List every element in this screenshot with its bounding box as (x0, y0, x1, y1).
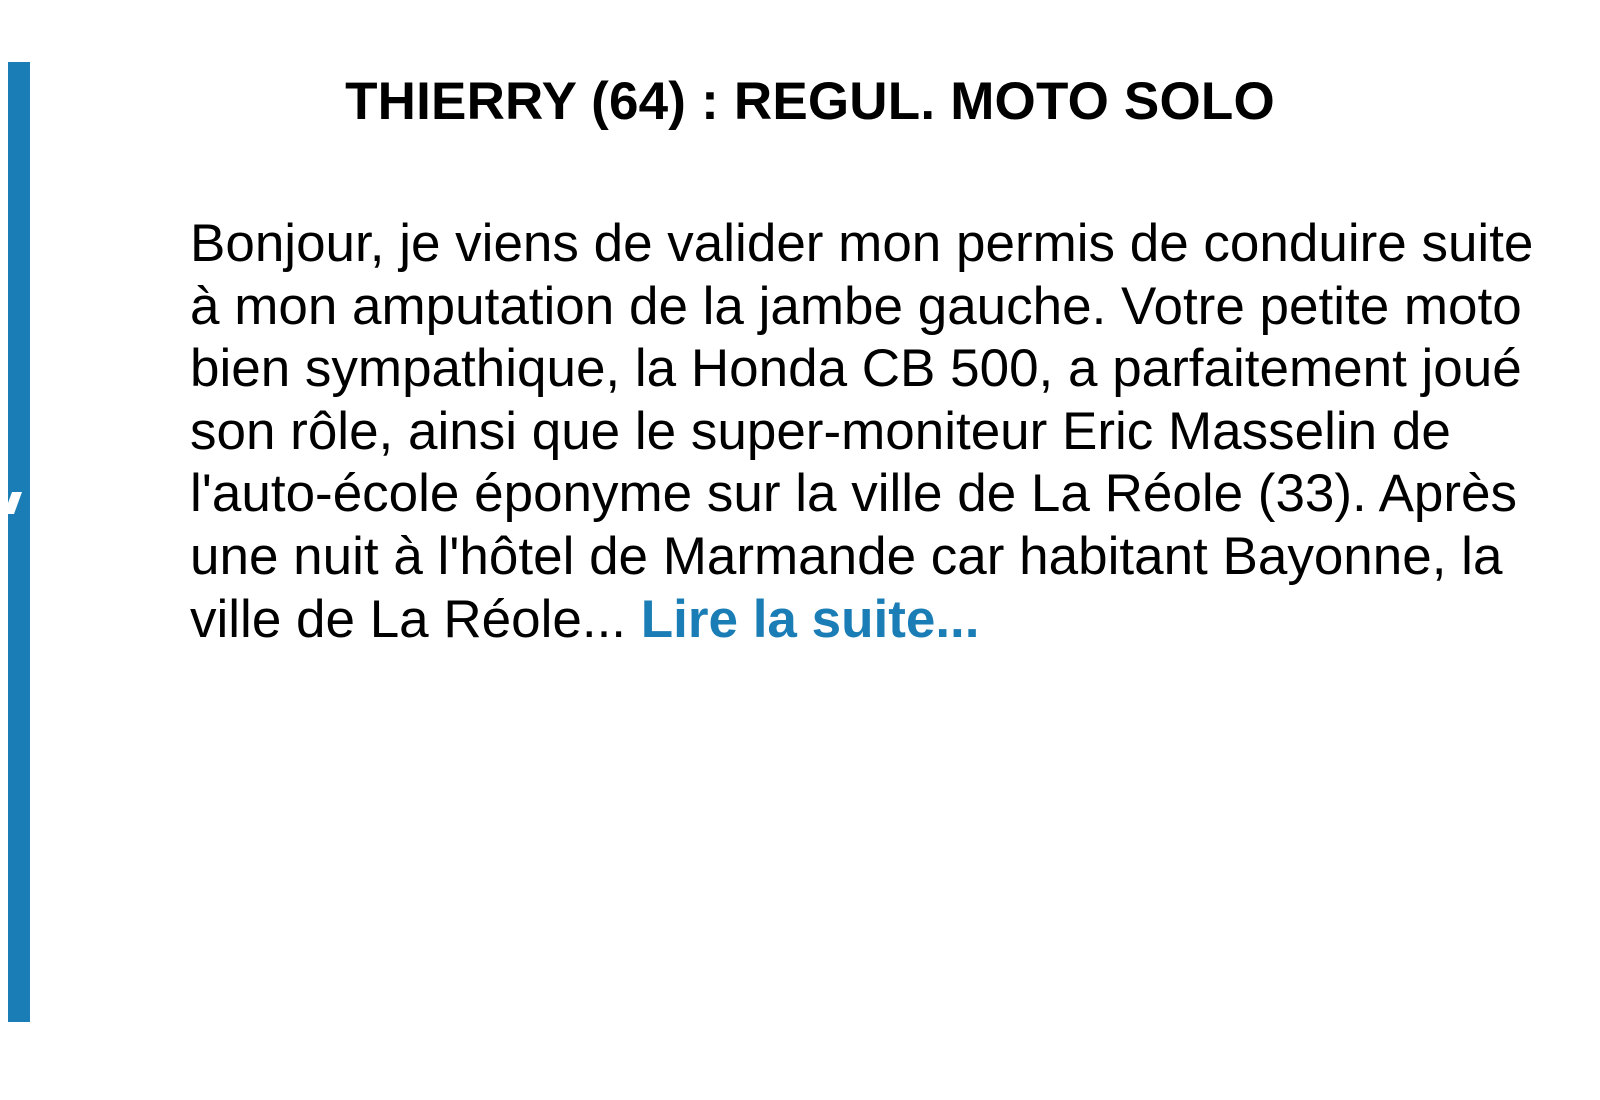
read-more-link[interactable]: Lire la suite... (640, 589, 980, 649)
page-title: THIERRY (64) : REGUL. MOTO SOLO (345, 72, 1275, 131)
accent-bar-notch (4, 492, 22, 514)
card-content (190, 0, 1560, 651)
testimonial-body (190, 131, 1560, 651)
testimonial-text: Bonjour, je viens de valider mon permis de conduire suite à mon amputation de la jambe gauche. Votre petite moto bien sympathique, la Honda CB 500, a parfaitement joué son rôle, ainsi que le super-moniteur Eric Masselin de l'auto-école éponyme sur la ville de La Réole (33). Après une nuit à l'hôtel de Marmande car habitant Bayonne, la ville de La Réole... (190, 214, 1534, 649)
accent-bar (8, 62, 30, 1022)
